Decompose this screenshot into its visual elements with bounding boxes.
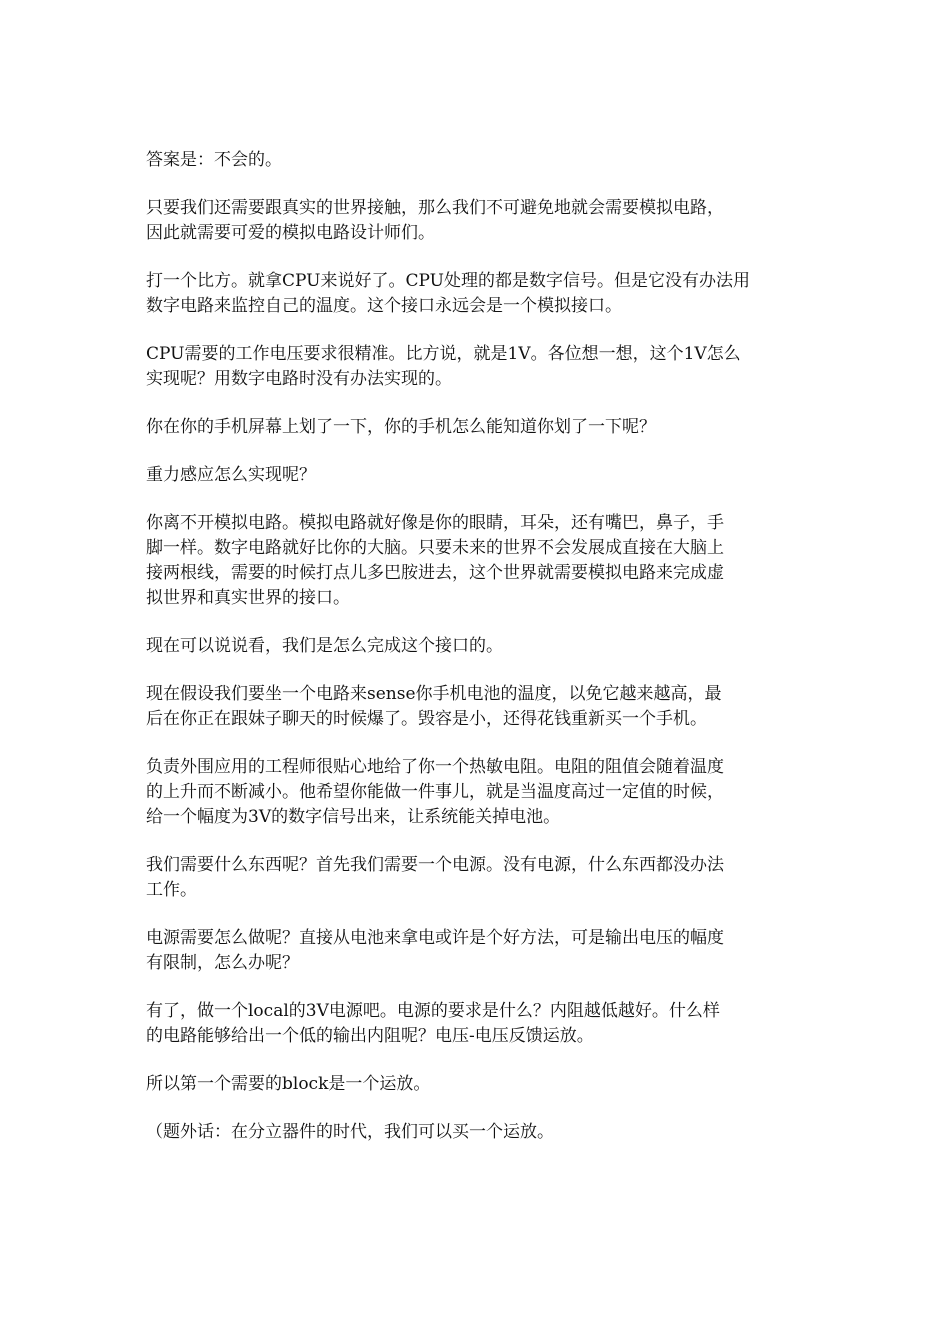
paragraph-power-design: 电源需要怎么做呢？直接从电池来拿电或许是个好方法，可是输出电压的幅度 有限制，怎么办呢？	[146, 928, 724, 973]
paragraph-first-block: 所以第一个需要的block是一个运放。	[146, 1074, 431, 1094]
paragraph-real-world: 只要我们还需要跟真实的世界接触，那么我们不可避免地就会需要模拟电路， 因此就需要可爱的模拟电路设计师们。	[146, 198, 724, 243]
paragraph-cpu-voltage: CPU需要的工作电压要求很精准。比方说，就是1V。各位想一想，这个1V怎么 实现呢？用数字电路时没有办法实现的。	[146, 344, 741, 389]
paragraph-local-supply: 有了，做一个local的3V电源吧。电源的要求是什么？内阻越低越好。什么样 的电路能够给出一个低的输出内阻呢？电压-电压反馈运放。	[146, 1001, 720, 1046]
paragraph-interface-intro: 现在可以说说看，我们是怎么完成这个接口的。	[146, 636, 503, 656]
paragraph-aside: （题外话：在分立器件的时代，我们可以买一个运放。	[146, 1122, 554, 1142]
paragraph-cpu-analogy: 打一个比方。就拿CPU来说好了。CPU处理的都是数字信号。但是它没有办法用 数字电路来监控自己的温度。这个接口永远会是一个模拟接口。	[146, 271, 750, 316]
document-body	[146, 148, 810, 1145]
paragraph-power-supply: 我们需要什么东西呢？首先我们需要一个电源。没有电源，什么东西都没办法 工作。	[146, 855, 724, 900]
paragraph-thermistor: 负责外围应用的工程师很贴心地给了你一个热敏电阻。电阻的阻值会随着温度 的上升而不断减小。他希望你能做一件事儿，就是当温度高过一定值的时候， 给一个幅度为3V的数字信号出来，让系统能关掉电池。	[146, 757, 724, 827]
paragraph-answer: 答案是：不会的。	[146, 150, 282, 170]
paragraph-analog-essential: 你离不开模拟电路。模拟电路就好像是你的眼睛，耳朵，还有嘴巴，鼻子，手 脚一样。数字电路就好比你的大脑。只要未来的世界不会发展成直接在大脑上 接两根线，需要的时候打点儿多巴胺进去，这个世界就需要模拟电路来完成虚 拟世界和真实世界的接口。	[146, 513, 724, 608]
paragraph-touch-screen: 你在你的手机屏幕上划了一下，你的手机怎么能知道你划了一下呢？	[146, 417, 656, 437]
paragraph-gravity-sensing: 重力感应怎么实现呢？	[146, 465, 316, 485]
paragraph-battery-temperature: 现在假设我们要坐一个电路来sense你手机电池的温度，以免它越来越高，最 后在你正在跟妹子聊天的时候爆了。毁容是小，还得花钱重新买一个手机。	[146, 684, 722, 729]
